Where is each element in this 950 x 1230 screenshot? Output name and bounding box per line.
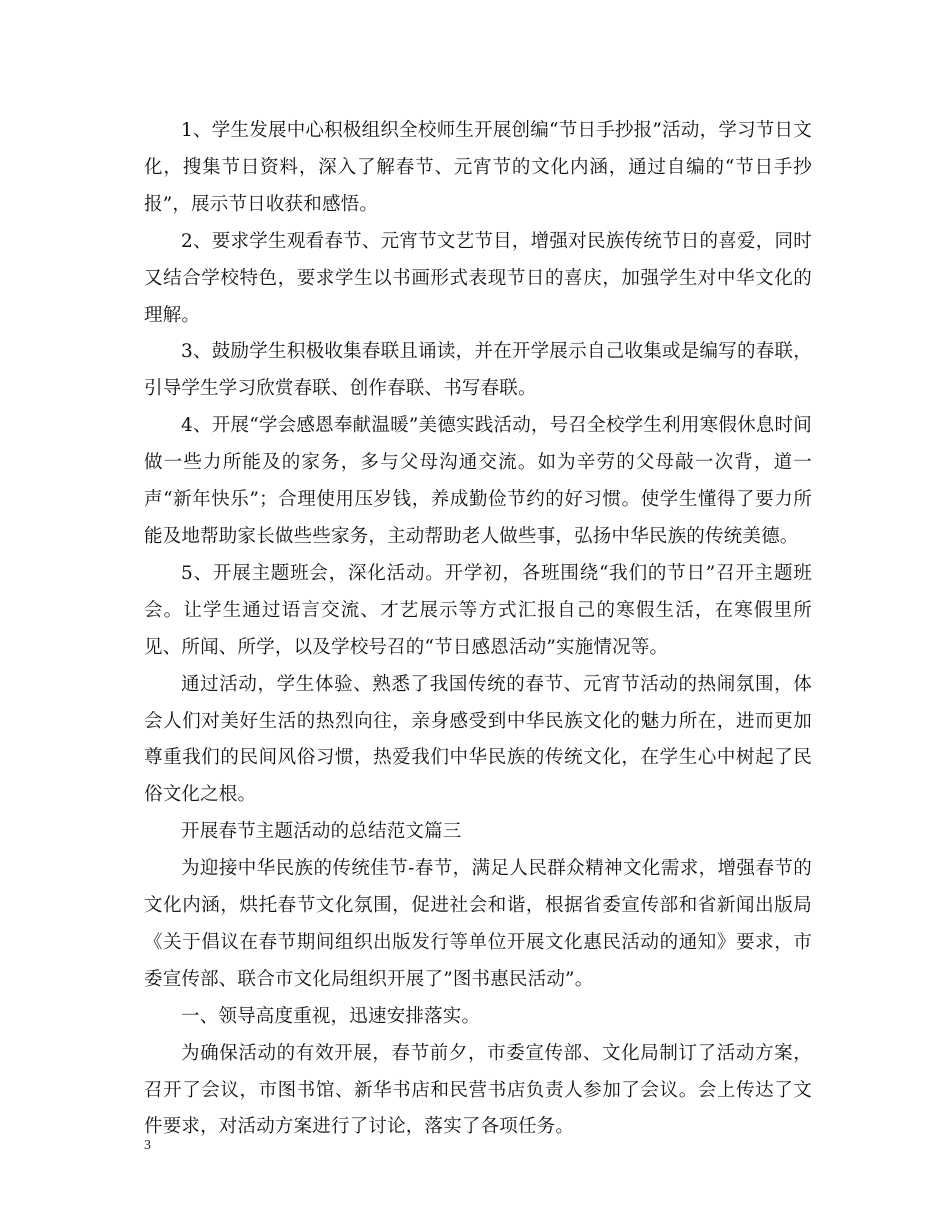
paragraph-activity-2: 2、要求学生观看春节、元宵节文艺节目，增强对民族传统节日的喜爱，同时又结合学校特色，要求学生以书画形式表现节日的喜庆，加强学生对中华文化的理解。: [144, 230, 812, 326]
document-body: [144, 113, 812, 1146]
paragraph-activity-3: 3、鼓励学生积极收集春联且诵读，并在开学展示自己收集或是编写的春联，引导学生学习欣赏春联、创作春联、书写春联。: [144, 341, 812, 400]
section-heading: 开展春节主题活动的总结范文篇三: [181, 821, 462, 843]
page-number: 3: [144, 1138, 151, 1153]
paragraph-activity-4: 4、开展“学会感恩奉献温暖”美德实践活动，号召全校学生利用寒假休息时间做一些力所能及的家务，多与父母沟通交流。如为辛劳的父母敲一次背，道一声“新年快乐”；合理使用压岁钱，养成勤俭节约的好习惯。使学生懂得了要力所能及地帮助家长做些些家务，主动帮助老人做些事，弘扬中华民族的传统美德。: [144, 415, 812, 547]
paragraph-activity-5: 5、开展主题班会，深化活动。开学初，各班围绕“我们的节日”召开主题班会。让学生通过语言交流、才艺展示等方式汇报自己的寒假生活，在寒假里所见、所闻、所学，以及学校号召的“节日感恩活动”实施情况等。: [144, 562, 812, 658]
paragraph-intro: 为迎接中华民族的传统佳节-春节，满足人民群众精神文化需求，增强春节的文化内涵，烘托春节文化氛围，促进社会和谐，根据省委宣传部和省新闻出版局《关于倡议在春节期间组织出版发行等单位开展文化惠民活动的通知》要求，市委宣传部、联合市文化局组织开展了”图书惠民活动”。: [144, 858, 812, 990]
paragraph-activity-1: 1、学生发展中心积极组织全校师生开展创编“节日手抄报”活动，学习节日文化，搜集节日资料，深入了解春节、元宵节的文化内涵，通过自编的“节日手抄报”，展示节日收获和感悟。: [144, 120, 812, 215]
subheading-leadership: 一、领导高度重视，迅速安排落实。: [181, 1005, 481, 1027]
paragraph-implementation: 为确保活动的有效开展，春节前夕，市委宣传部、文化局制订了活动方案，召开了会议，市图书馆、新华书店和民营书店负责人参加了会议。会上传达了文件要求，对活动方案进行了讨论，落实了各项任务。: [144, 1042, 812, 1138]
paragraph-conclusion: 通过活动，学生体验、熟悉了我国传统的春节、元宵节活动的热闹氛围，体会人们对美好生活的热烈向往，亲身感受到中华民族文化的魅力所在，进而更加尊重我们的民间风俗习惯，热爱我们中华民族的传统文化，在学生心中树起了民俗文化之根。: [144, 673, 812, 806]
